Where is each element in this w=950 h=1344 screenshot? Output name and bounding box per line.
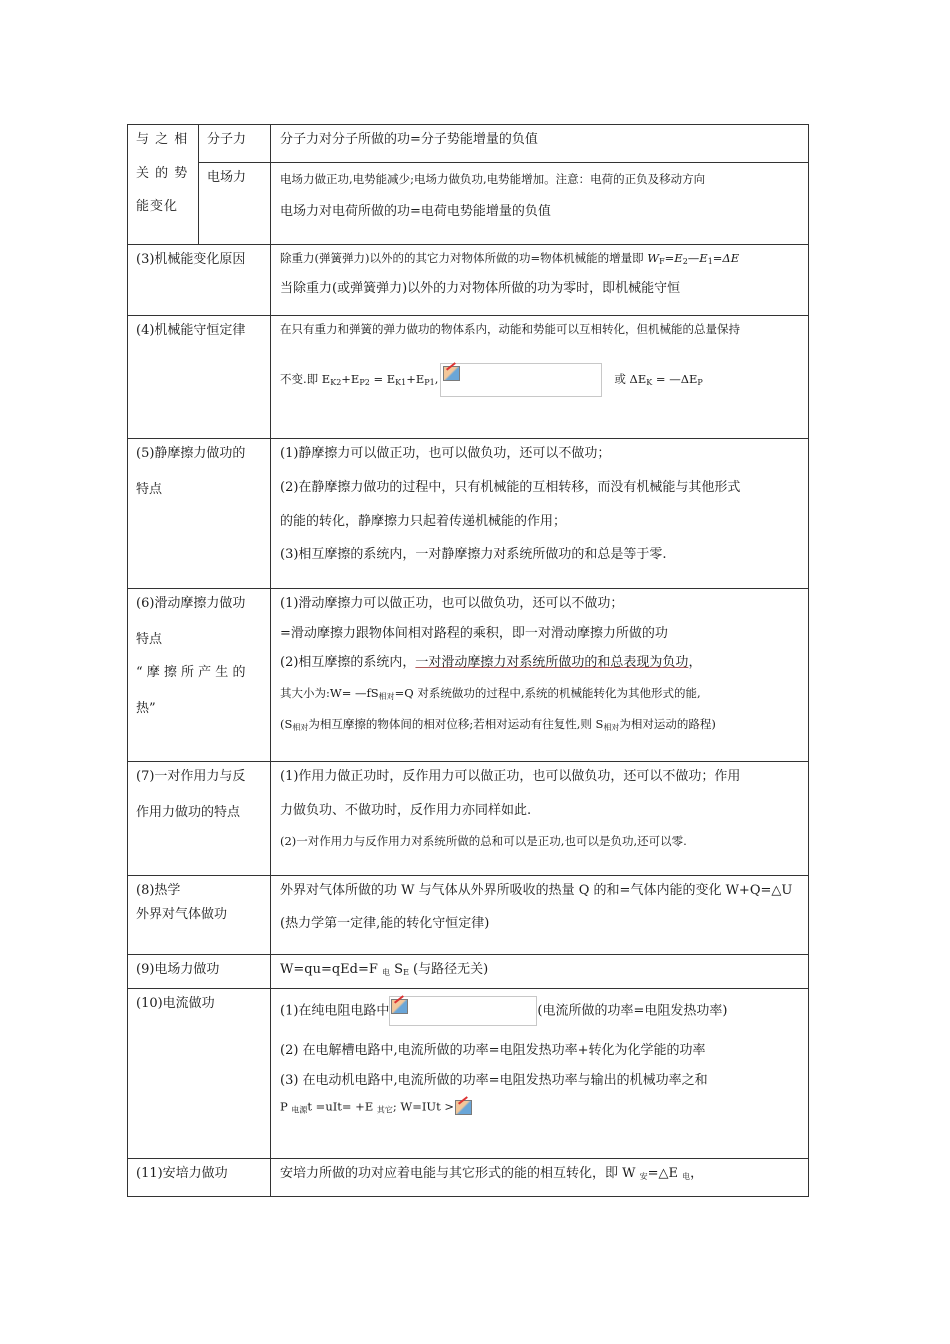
text-line: (3) 在电动机电路中,电流所做的功率=电阻发热功率与输出的机械功率之和 — [280, 1072, 708, 1088]
text-line: (2)相互摩擦的系统内，一对滑动摩擦力对系统所做功的和总表现为负功， — [280, 655, 702, 671]
cell-content — [271, 439, 809, 589]
table-row — [128, 125, 809, 163]
text-line: (热力学第一定律,能的转化守恒定律) — [280, 915, 490, 931]
cell-content — [271, 245, 809, 316]
cell-content — [271, 316, 809, 439]
text-line: (2) 在电解槽电路中,电流所做的功率=电阻发热功率+转化为化学能的功率 — [280, 1043, 706, 1058]
row-label-line: 热” — [136, 700, 156, 716]
text-line: 当除重力(或弹簧弹力)以外的力对物体所做的功为零时，即机械能守恒 — [280, 280, 681, 296]
cell-content — [271, 955, 809, 989]
text-line: 其大小为:W= $—fS_{相对}=Q$ 对系统做功的过程中,系统的机械能转化为其他形式的能, — [280, 685, 701, 701]
physics-table — [127, 124, 809, 1197]
cell-content — [271, 989, 809, 1159]
row-label: (4)机械能守恒定律 — [128, 316, 271, 439]
row-label-line: 关 的 势 — [136, 165, 189, 181]
row-label — [128, 762, 271, 876]
row-label-line: (7)一对作用力与反 — [136, 769, 246, 784]
row-label: (9)电场力做功 — [128, 955, 271, 989]
table-row — [128, 316, 809, 439]
table-row — [128, 245, 809, 316]
cell-content: 分子力对分子所做的功=分子势能增量的负值 — [271, 125, 809, 163]
text-line: 力做负功、不做功时，反作用力亦同样如此. — [280, 802, 532, 818]
table-row — [128, 989, 809, 1159]
row-label-line: 与 之 相 — [136, 132, 189, 147]
text-line: P $_{电源}$t =uIt= +E $_{其它}$; W=IUt > — [280, 1100, 800, 1115]
cell-content — [271, 876, 809, 955]
row-label: (10)电流做功 — [128, 989, 271, 1159]
text-line: (3)相互摩擦的系统内，一对静摩擦力对系统所做功的和总是等于零. — [280, 546, 667, 562]
sub-label: 分子力 — [199, 125, 271, 163]
cell-content — [271, 589, 809, 762]
table-row — [128, 439, 809, 589]
row-label — [128, 589, 271, 762]
text-line: 除重力(弹簧弹力)以外的的其它力对物体所做的功=物体机械能的增量即 $W_F=E_2—E_1=\Delta E$ — [280, 251, 740, 266]
text-line: (1)作用力做正功时，反作用力可以做正功，也可以做负功，还可以不做功；作用 — [280, 769, 741, 784]
text-line: (1)滑动摩擦力可以做正功，也可以做负功，还可以不做功； — [280, 596, 624, 611]
text-line: ($S_{相对}$为相互摩擦的物体间的相对位移;若相对运动有往复性,则 $S_{相对}$为相对运动的路程) — [280, 717, 716, 733]
table-row — [128, 163, 809, 245]
text-line: (1)静摩擦力可以做正功，也可以做负功，还可以不做功； — [280, 446, 611, 461]
row-label-line: (5)静摩擦力做功的 — [136, 446, 246, 461]
text-line: 的能的转化，静摩擦力只起着传递机械能的作用； — [280, 514, 567, 530]
image-placeholder — [440, 363, 602, 397]
row-label — [128, 125, 199, 245]
image-placeholder — [389, 996, 537, 1026]
cell-content — [271, 1159, 809, 1197]
row-label-line: 特点 — [136, 481, 163, 497]
cell-content — [271, 163, 809, 245]
text-line: 不变.即 $E_{K2}+E_{P2} = E_{K1}+E_{P1}$, 或 $\Delta E_K$ = $—\Delta E_P$ — [280, 363, 800, 397]
cell-content — [271, 762, 809, 876]
text-line: (1)在纯电阻电路中 (电流所做的功率=电阻发热功率) — [280, 996, 800, 1026]
row-label: (11)安培力做功 — [128, 1159, 271, 1197]
row-label-line: 作用力做功的特点 — [136, 804, 241, 820]
row-label — [128, 876, 271, 955]
text-line: 在只有重力和弹簧的弹力做功的物体系内，动能和势能可以互相转化，但机械能的总量保持 — [280, 322, 740, 336]
table-row — [128, 1159, 809, 1197]
broken-image-icon — [443, 366, 460, 381]
sub-label: 电场力 — [199, 163, 271, 245]
broken-image-icon — [391, 999, 408, 1014]
text-line: 电场力对电荷所做的功=电荷电势能增量的负值 — [280, 203, 551, 219]
text-line: W=qu=qEd=F $_电$ $S_E$ (与路径无关) — [280, 962, 489, 977]
broken-image-icon — [455, 1100, 472, 1115]
text-line: 外界对气体所做的功 W 与气体从外界所吸收的热量 Q 的和=气体内能的变化 W+Q=△U — [280, 883, 793, 898]
text-line: 安培力所做的功对应着电能与其它形式的能的相互转化，即 W $_安$=△E $_电$， — [280, 1166, 704, 1181]
row-label-line: 能变化 — [136, 199, 179, 215]
text-line: (2)一对作用力与反作用力对系统所做的总和可以是正功,也可以是负功,还可以零. — [280, 834, 687, 849]
row-label-line: 外界对气体做功 — [136, 906, 228, 922]
table-row — [128, 876, 809, 955]
table-row — [128, 762, 809, 876]
table-row — [128, 589, 809, 762]
row-label: (3)机械能变化原因 — [128, 245, 271, 316]
row-label-line: “ 摩 擦 所 产 生 的 — [136, 665, 246, 681]
row-label-line: (8)热学 — [136, 883, 181, 898]
text-line: (2)在静摩擦力做功的过程中，只有机械能的互相转移，而没有机械能与其他形式 — [280, 479, 741, 495]
row-label-line: (6)滑动摩擦力做功 — [136, 596, 246, 611]
table-row — [128, 955, 809, 989]
row-label-line: 特点 — [136, 631, 163, 647]
text-line: =滑动摩擦力跟物体间相对路程的乘积，即一对滑动摩擦力所做的功 — [280, 625, 668, 641]
row-label — [128, 439, 271, 589]
text-line: 电场力做正功,电势能减少;电场力做负功,电势能增加。注意：电荷的正负及移动方向 — [280, 172, 706, 186]
